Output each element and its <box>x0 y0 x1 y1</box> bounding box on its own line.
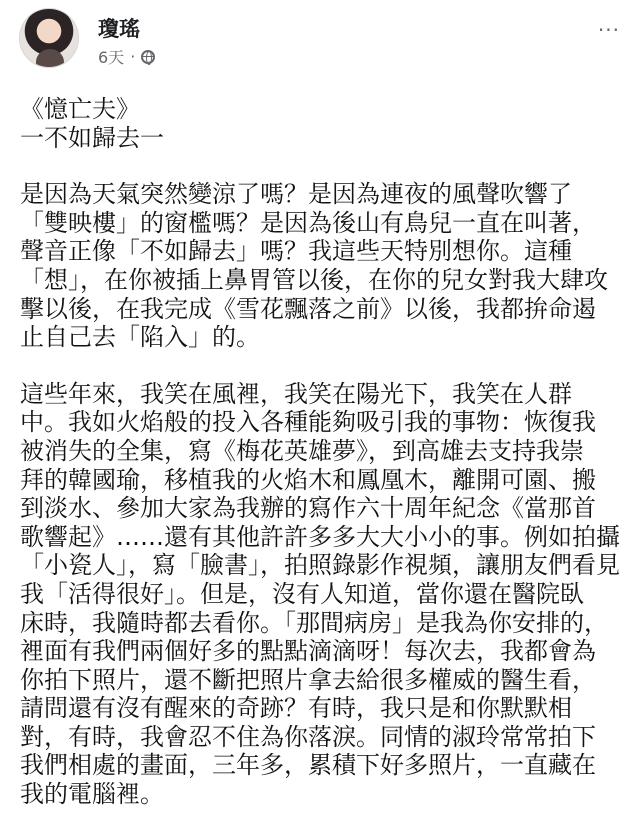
text-line: 「雙映樓」的窗檻嗎？是因為後山有鳥兒一直在叫著， <box>20 208 596 237</box>
paragraph-gap <box>20 152 620 180</box>
text-line: 被消失的全集，寫《梅花英雄夢》，到高雄去支持我崇 <box>20 436 584 465</box>
separator-dot: · <box>130 47 136 66</box>
paragraph-gap <box>20 352 620 380</box>
text-line: 聲音正像「不如歸去」嗎？我這些天特別想你。這種 <box>20 237 572 266</box>
text-line: 止自己去「陷入」的。 <box>20 323 260 352</box>
title-line: 《憶亡夫》 <box>20 95 140 123</box>
text-line: 「小瓷人」，寫「臉書」，拍照錄影作視頻，讓朋友們看見 <box>20 551 620 580</box>
text-line: 我「活得很好」。但是，沒有人知道，當你還在醫院臥 <box>20 579 584 608</box>
post-meta <box>98 45 155 68</box>
text-line: 「想」，在你被插上鼻胃管以後，在你的兒女對我大肆攻 <box>20 265 608 294</box>
text-line: 中。我如火焰般的投入各種能夠吸引我的事物：恢復我 <box>20 408 596 437</box>
text-line: 這些年來，我笑在風裡，我笑在陽光下，我笑在人群 <box>20 379 572 408</box>
text-line: 擊以後，在我完成《雪花飄落之前》以後，我都拚命遏 <box>20 294 596 323</box>
text-line: 裡面有我們兩個好多的點點滴滴呀！每次去，我都會為 <box>20 637 596 666</box>
post-content <box>20 95 620 809</box>
text-line: 我的電腦裡。 <box>20 780 164 809</box>
text-line: 請問還有沒有醒來的奇跡？有時，我只是和你默默相 <box>20 694 572 723</box>
post-header <box>0 0 636 80</box>
more-options-icon[interactable]: ··· <box>597 18 620 42</box>
author-name[interactable]: 瓊瑤 <box>98 17 140 41</box>
globe-icon <box>141 50 155 64</box>
text-line: 對，有時，我會忍不住為你落淚。同情的淑玲常常拍下 <box>20 722 596 751</box>
subtitle-line: 一不如歸去一 <box>20 123 164 152</box>
text-line: 歌響起》……還有其他許許多多大大小小的事。例如拍攝 <box>20 522 620 551</box>
text-line: 我們相處的畫面，三年多，累積下好多照片，一直藏在 <box>20 751 596 780</box>
text-line: 是因為天氣突然變涼了嗎？是因為連夜的風聲吹響了 <box>20 180 572 209</box>
avatar[interactable] <box>19 8 79 68</box>
timestamp[interactable]: 6天 <box>98 48 125 67</box>
text-line: 床時，我隨時都去看你。「那間病房」是我為你安排的， <box>20 608 608 637</box>
text-line: 你拍下照片，還不斷把照片拿去給很多權威的醫生看， <box>20 665 596 694</box>
text-line: 到淡水、參加大家為我辦的寫作六十周年紀念《當那首 <box>20 494 596 523</box>
text-line: 拜的韓國瑜，移植我的火焰木和鳳凰木，離開可園、搬 <box>20 465 596 494</box>
